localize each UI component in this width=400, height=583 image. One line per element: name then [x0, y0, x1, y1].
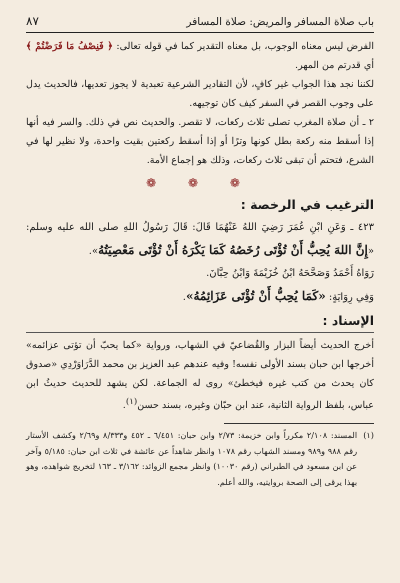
- quran-verse: ﴿ فَنِصْفُ مَا فَرَضْتُمْ ﴾: [26, 41, 113, 52]
- page-body: [26, 37, 374, 415]
- page-number: ٨٧: [26, 14, 39, 28]
- riwaya-text: «كَمَا يُحِبُّ أَنْ تُؤْتَى عَزَائِمُهُ»: [185, 289, 326, 303]
- riwaya-label: وَفِي رِوَايَةٍ:: [325, 292, 374, 303]
- chapter-title: باب صلاة المسافر والمريض: صلاة المسافر: [186, 16, 374, 28]
- paragraph-2: لكننا نجد هذا الجواب غير كافٍ، لأن التقادير الشرعية تعبدية لا يجوز تعديها، فالحديث يدل على وجوب القصر في السفر كيف كان توجيهه.: [26, 79, 374, 109]
- hadith-end: ».: [88, 246, 99, 257]
- hadith-intro: ٤٢٣ ـ وَعَنِ ابْنِ عُمَرَ رَضِيَ اللهُ عَنْهُمَا قَالَ: قَالَ رَسُولُ اللهِ صلى الله عليه وسلم: «: [26, 222, 374, 257]
- paragraph-1: [26, 37, 374, 75]
- page-header: [26, 14, 374, 33]
- footnote-number: (١): [363, 430, 374, 441]
- isnad-text: أخرج الحديث أيضاً البزار والقُضاعيّ في الشهاب، ورواية «كما يحبّ أن تؤتى عزائمه» أخرجها ابن حبان بسند الأولى نفسه! وفيه عندهم عبد العزيز بن محمد الدَّرَاوَرْدِي «صدوق كان يحدث من كتب غيره فيخطئ» روى له الجماعة. لكن يشهد للحديث حديثُ ابن عباس، بلفظ الرواية الثانية، عند ابن حبّان وغيره، بسند حسن: [26, 340, 374, 412]
- section-title-targheeb: الترغيب في الرخصة :: [240, 197, 374, 212]
- footnote-text: المسند: ٢/١٠٨ مكرراً وابن خزيمة: ٢/٧٣ وابن حبان: ٦/٤٥١ ـ ٤٥٢ و٨/٣٣٣ و٢/٦٩ وكشف الأستار رقم ٩٨٨ و٩٨٩ ومسند الشهاب رقم ١٠٧٨ وانظر شاهداً عن عائشة في ثلاث ابن حبان: ٥/١٨٥ وآخر عن ابن مسعود في الطبراني (رقم ١٠٠٣٠) وانظر مجمع الزوائد: ٣/١٦٢ ـ ١٦٣ لتخريج شواهده، وهو بهذا يرقى إلى الصحة بروايتيه، والله أعلم.: [26, 430, 358, 487]
- section-divider-stars: ❁ ❁ ❁: [146, 176, 254, 190]
- paragraph-1-text-a: الفرض ليس معناه الوجوب، بل معناه التقدير كما في قوله تعالى:: [112, 41, 375, 52]
- hadith-narration: رَوَاهُ أَحْمَدُ وَصَحَّحَهُ ابْنُ خُزَيْمَةَ وَابْنُ حِبَّانَ.: [206, 268, 374, 279]
- hadith-text: [26, 217, 374, 263]
- footnote-separator: [224, 423, 374, 424]
- isnad-paragraph: [26, 336, 374, 415]
- footnote-item: [26, 428, 374, 490]
- hadith-riwaya: [26, 285, 374, 309]
- riwaya-end: .: [182, 292, 186, 303]
- section-title-isnad: الإسناد :: [26, 311, 374, 333]
- paragraph-3: ٢ ـ أن صلاة المغرب تصلى ثلاث ركعات، لا تقصر. والحديث نص في ذلك. والسر فيه أنها إذا أسقط منه ركعة بطل كونها وترًا أو إذا أسقط ركعتين بقيت واحدة، ولا نظير لها في الشرع، فتحتم أن تبقى ثلاث ركعات، وذلك هو إجماع الأمة.: [26, 117, 374, 166]
- isnad-end: .: [122, 400, 126, 412]
- hadith-main: إِنَّ اللهَ يُحِبُّ أَنْ تُؤْتَى رُخَصُهُ كَمَا يَكْرَهُ أَنْ تُؤْتَى مَعْصِيَتُهُ: [98, 243, 368, 257]
- footnotes: [26, 428, 374, 490]
- footnote-ref[interactable]: (١): [125, 397, 138, 407]
- paragraph-1-text-b: أي قدرتم من المهر.: [295, 60, 374, 71]
